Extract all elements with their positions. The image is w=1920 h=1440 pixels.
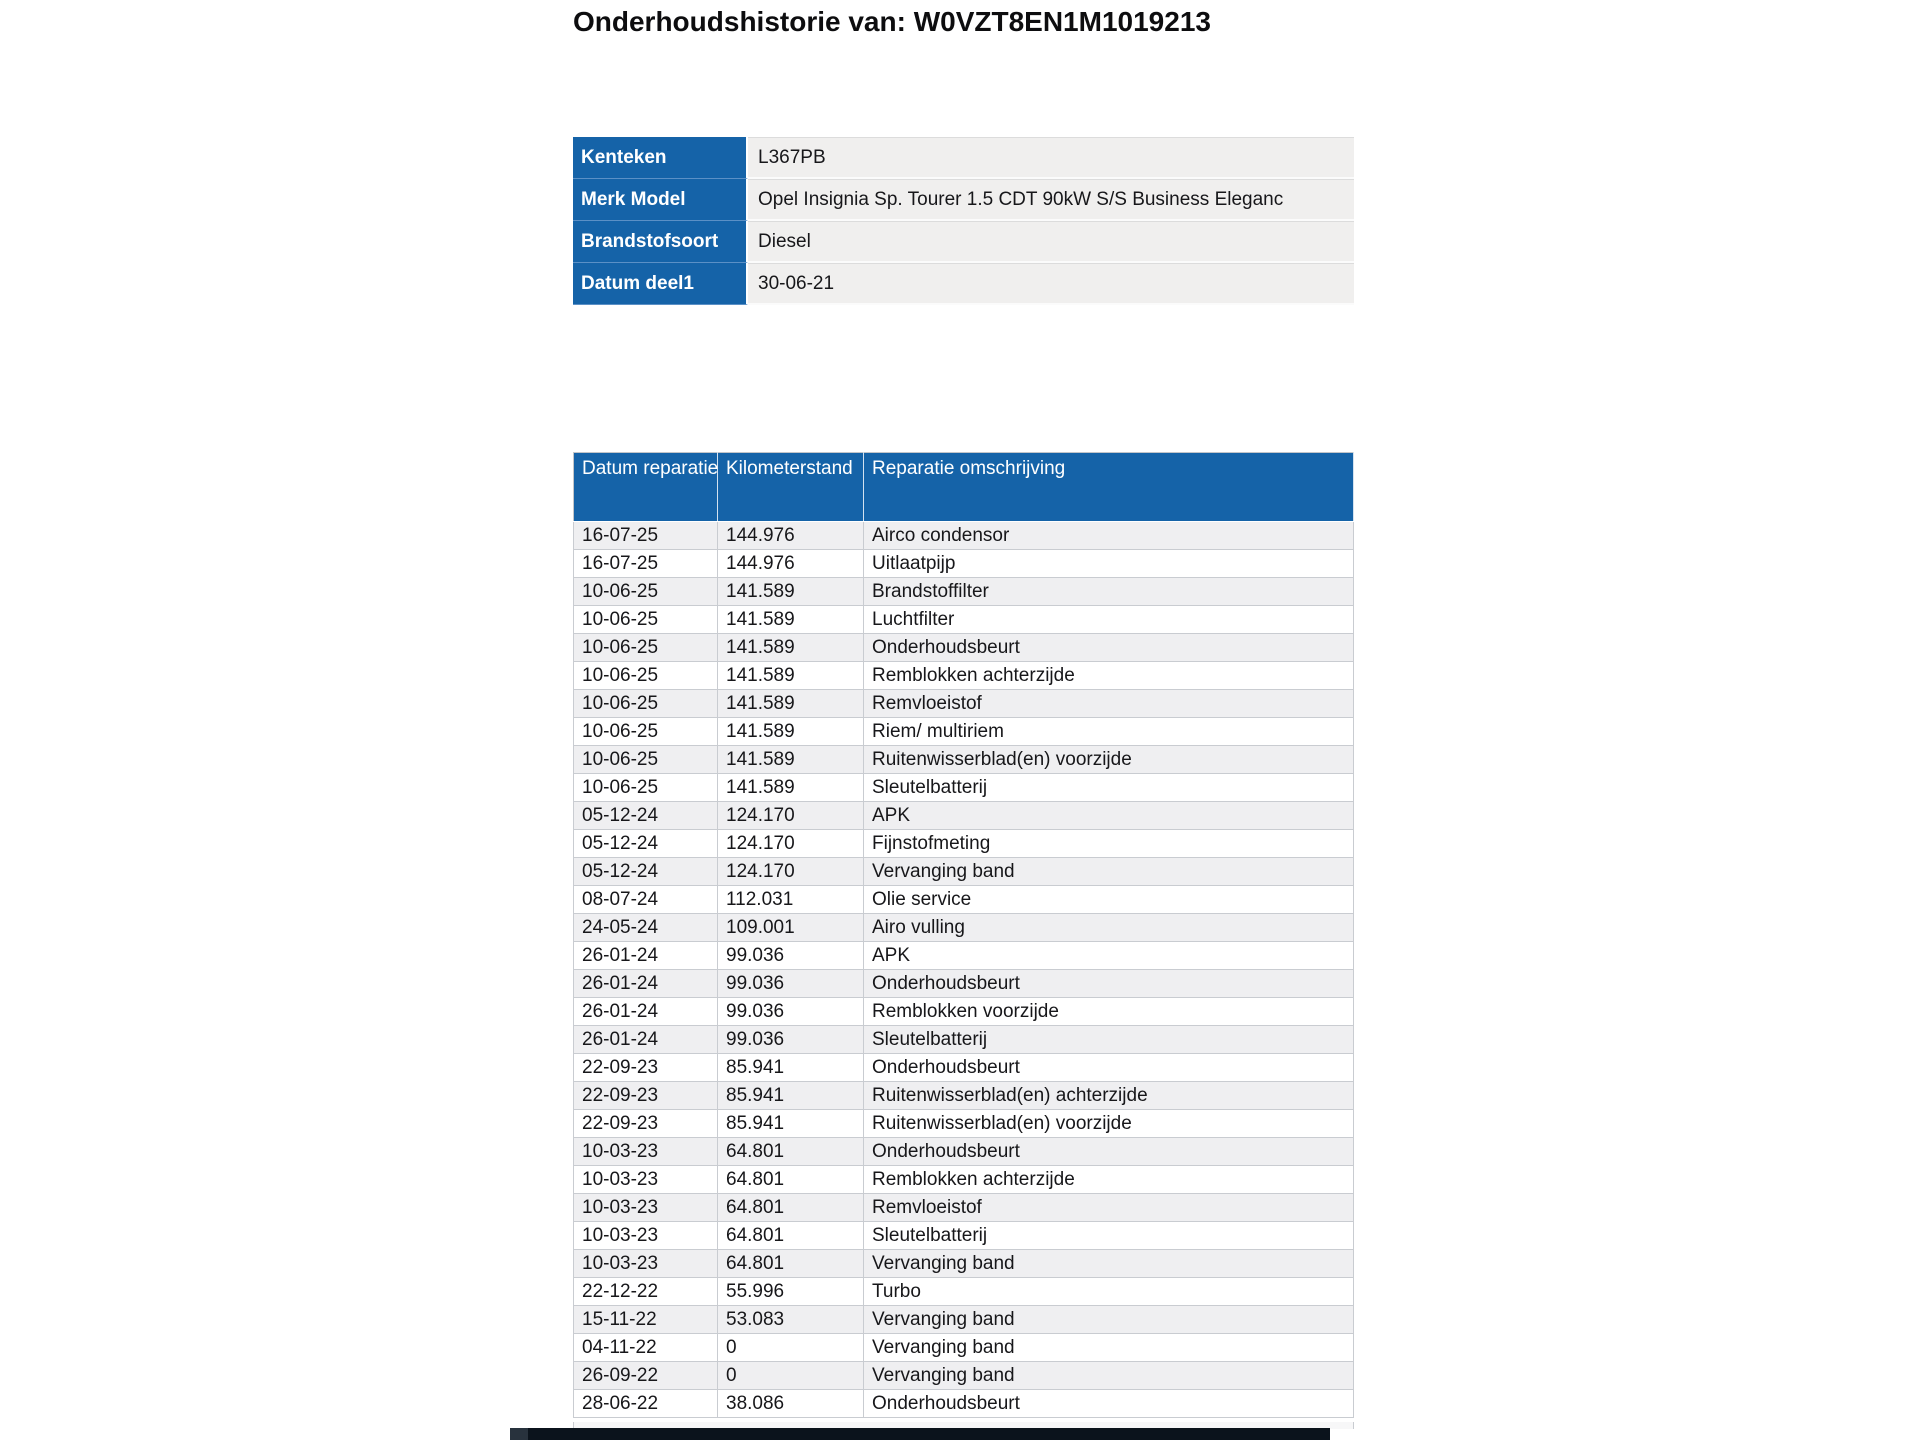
vehicle-info-row (573, 179, 1354, 221)
repair-description-cell: Vervanging band (864, 1334, 1354, 1362)
info-value-cell: Diesel (748, 221, 1354, 263)
vehicle-info-row (573, 137, 1354, 179)
repair-date-cell: 24-05-24 (574, 914, 718, 942)
maintenance-row (574, 830, 1354, 858)
maintenance-row (574, 998, 1354, 1026)
odometer-cell: 141.589 (718, 634, 864, 662)
repair-date-cell: 26-09-22 (574, 1362, 718, 1390)
info-label-cell: Brandstofsoort (573, 221, 748, 263)
repair-date-cell: 10-06-25 (574, 578, 718, 606)
odometer-cell: 99.036 (718, 998, 864, 1026)
repair-description-cell: Ruitenwisserblad(en) voorzijde (864, 1110, 1354, 1138)
odometer-cell: 141.589 (718, 662, 864, 690)
repair-date-cell: 10-06-25 (574, 718, 718, 746)
repair-description-cell: APK (864, 802, 1354, 830)
info-value-cell: 30-06-21 (748, 263, 1354, 305)
repair-date-cell: 10-03-23 (574, 1250, 718, 1278)
repair-description-cell: Remblokken achterzijde (864, 1166, 1354, 1194)
repair-date-cell: 05-12-24 (574, 802, 718, 830)
repair-description-cell: Remblokken achterzijde (864, 662, 1354, 690)
vehicle-info-row (573, 221, 1354, 263)
info-label-cell: Datum deel1 (573, 263, 748, 305)
repair-description-cell: Airco condensor (864, 522, 1354, 550)
maintenance-header-row (574, 453, 1354, 522)
maintenance-row (574, 550, 1354, 578)
repair-date-cell: 10-06-25 (574, 634, 718, 662)
repair-description-cell: Onderhoudsbeurt (864, 1054, 1354, 1082)
odometer-cell: 141.589 (718, 578, 864, 606)
maintenance-row (574, 1362, 1354, 1390)
odometer-cell: 55.996 (718, 1278, 864, 1306)
odometer-cell: 141.589 (718, 690, 864, 718)
repair-description-cell: Remvloeistof (864, 1194, 1354, 1222)
odometer-cell: 85.941 (718, 1082, 864, 1110)
odometer-cell: 144.976 (718, 550, 864, 578)
repair-description-cell: Riem/ multiriem (864, 718, 1354, 746)
odometer-cell: 85.941 (718, 1110, 864, 1138)
repair-description-cell: Onderhoudsbeurt (864, 1390, 1354, 1418)
maintenance-row (574, 1278, 1354, 1306)
dark-bar-left-tip (510, 1428, 528, 1440)
page-title: Onderhoudshistorie van: W0VZT8EN1M1019213 (573, 6, 1211, 37)
maintenance-row (574, 578, 1354, 606)
repair-description-cell: Luchtfilter (864, 606, 1354, 634)
maintenance-row (574, 690, 1354, 718)
repair-date-cell: 26-01-24 (574, 942, 718, 970)
repair-description-cell: Vervanging band (864, 1362, 1354, 1390)
repair-date-cell: 10-03-23 (574, 1138, 718, 1166)
repair-date-cell: 05-12-24 (574, 858, 718, 886)
maintenance-row (574, 1390, 1354, 1418)
odometer-cell: 141.589 (718, 606, 864, 634)
maintenance-row (574, 886, 1354, 914)
odometer-cell: 124.170 (718, 802, 864, 830)
repair-date-cell: 05-12-24 (574, 830, 718, 858)
odometer-cell: 99.036 (718, 1026, 864, 1054)
repair-description-cell: Turbo (864, 1278, 1354, 1306)
column-header-datum-reparatie: Datum reparatie (574, 453, 718, 522)
repair-date-cell: 10-06-25 (574, 690, 718, 718)
maintenance-row (574, 634, 1354, 662)
repair-date-cell: 16-07-25 (574, 522, 718, 550)
odometer-cell: 124.170 (718, 830, 864, 858)
odometer-cell: 38.086 (718, 1390, 864, 1418)
maintenance-row (574, 1054, 1354, 1082)
maintenance-row (574, 970, 1354, 998)
info-value-cell: Opel Insignia Sp. Tourer 1.5 CDT 90kW S/S Business Eleganc (748, 179, 1354, 221)
maintenance-row (574, 1166, 1354, 1194)
odometer-cell: 99.036 (718, 942, 864, 970)
info-label-cell: Merk Model (573, 179, 748, 221)
maintenance-row (574, 1194, 1354, 1222)
odometer-cell: 64.801 (718, 1222, 864, 1250)
repair-date-cell: 10-03-23 (574, 1194, 718, 1222)
odometer-cell: 64.801 (718, 1166, 864, 1194)
column-header-kilometerstand: Kilometerstand (718, 453, 864, 522)
odometer-cell: 112.031 (718, 886, 864, 914)
maintenance-row (574, 746, 1354, 774)
odometer-cell: 141.589 (718, 746, 864, 774)
repair-description-cell: Olie service (864, 886, 1354, 914)
repair-date-cell: 10-06-25 (574, 774, 718, 802)
odometer-cell: 99.036 (718, 970, 864, 998)
odometer-cell: 109.001 (718, 914, 864, 942)
repair-description-cell: Sleutelbatterij (864, 1222, 1354, 1250)
repair-description-cell: APK (864, 942, 1354, 970)
repair-date-cell: 15-11-22 (574, 1306, 718, 1334)
repair-date-cell: 26-01-24 (574, 1026, 718, 1054)
odometer-cell: 64.801 (718, 1194, 864, 1222)
odometer-cell: 0 (718, 1334, 864, 1362)
maintenance-row (574, 1138, 1354, 1166)
odometer-cell: 64.801 (718, 1138, 864, 1166)
maintenance-row (574, 718, 1354, 746)
repair-date-cell: 10-06-25 (574, 662, 718, 690)
repair-date-cell: 10-03-23 (574, 1166, 718, 1194)
maintenance-row (574, 802, 1354, 830)
maintenance-table (573, 452, 1354, 1418)
odometer-cell: 64.801 (718, 1250, 864, 1278)
repair-date-cell: 22-12-22 (574, 1278, 718, 1306)
odometer-cell: 53.083 (718, 1306, 864, 1334)
odometer-cell: 124.170 (718, 858, 864, 886)
repair-date-cell: 28-06-22 (574, 1390, 718, 1418)
maintenance-row (574, 662, 1354, 690)
repair-description-cell: Brandstoffilter (864, 578, 1354, 606)
repair-description-cell: Vervanging band (864, 1250, 1354, 1278)
vehicle-info-row (573, 263, 1354, 305)
repair-date-cell: 26-01-24 (574, 970, 718, 998)
repair-description-cell: Fijnstofmeting (864, 830, 1354, 858)
repair-date-cell: 22-09-23 (574, 1082, 718, 1110)
repair-description-cell: Onderhoudsbeurt (864, 634, 1354, 662)
repair-description-cell: Remblokken voorzijde (864, 998, 1354, 1026)
info-label-cell: Kenteken (573, 137, 748, 179)
odometer-cell: 141.589 (718, 774, 864, 802)
maintenance-row (574, 942, 1354, 970)
repair-description-cell: Remvloeistof (864, 690, 1354, 718)
repair-date-cell: 10-03-23 (574, 1222, 718, 1250)
repair-date-cell: 16-07-25 (574, 550, 718, 578)
bottom-dark-bar (510, 1428, 1330, 1440)
maintenance-row (574, 1306, 1354, 1334)
repair-description-cell: Vervanging band (864, 1306, 1354, 1334)
repair-description-cell: Onderhoudsbeurt (864, 1138, 1354, 1166)
maintenance-row (574, 1250, 1354, 1278)
repair-description-cell: Vervanging band (864, 858, 1354, 886)
column-header-reparatie-omschrijving: Reparatie omschrijving (864, 453, 1354, 522)
repair-description-cell: Airo vulling (864, 914, 1354, 942)
maintenance-row (574, 1334, 1354, 1362)
repair-description-cell: Ruitenwisserblad(en) achterzijde (864, 1082, 1354, 1110)
maintenance-row (574, 522, 1354, 550)
vehicle-info-table (573, 137, 1354, 305)
info-value-cell: L367PB (748, 137, 1354, 179)
repair-description-cell: Uitlaatpijp (864, 550, 1354, 578)
repair-date-cell: 10-06-25 (574, 746, 718, 774)
odometer-cell: 144.976 (718, 522, 864, 550)
odometer-cell: 0 (718, 1362, 864, 1390)
repair-date-cell: 10-06-25 (574, 606, 718, 634)
maintenance-row (574, 606, 1354, 634)
repair-date-cell: 26-01-24 (574, 998, 718, 1026)
maintenance-row (574, 1110, 1354, 1138)
maintenance-row (574, 1222, 1354, 1250)
maintenance-row (574, 774, 1354, 802)
repair-description-cell: Ruitenwisserblad(en) voorzijde (864, 746, 1354, 774)
maintenance-row (574, 858, 1354, 886)
repair-description-cell: Onderhoudsbeurt (864, 970, 1354, 998)
repair-date-cell: 22-09-23 (574, 1110, 718, 1138)
repair-description-cell: Sleutelbatterij (864, 1026, 1354, 1054)
maintenance-row (574, 914, 1354, 942)
maintenance-row (574, 1082, 1354, 1110)
odometer-cell: 141.589 (718, 718, 864, 746)
repair-description-cell: Sleutelbatterij (864, 774, 1354, 802)
odometer-cell: 85.941 (718, 1054, 864, 1082)
repair-date-cell: 04-11-22 (574, 1334, 718, 1362)
repair-date-cell: 22-09-23 (574, 1054, 718, 1082)
maintenance-row (574, 1026, 1354, 1054)
repair-date-cell: 08-07-24 (574, 886, 718, 914)
